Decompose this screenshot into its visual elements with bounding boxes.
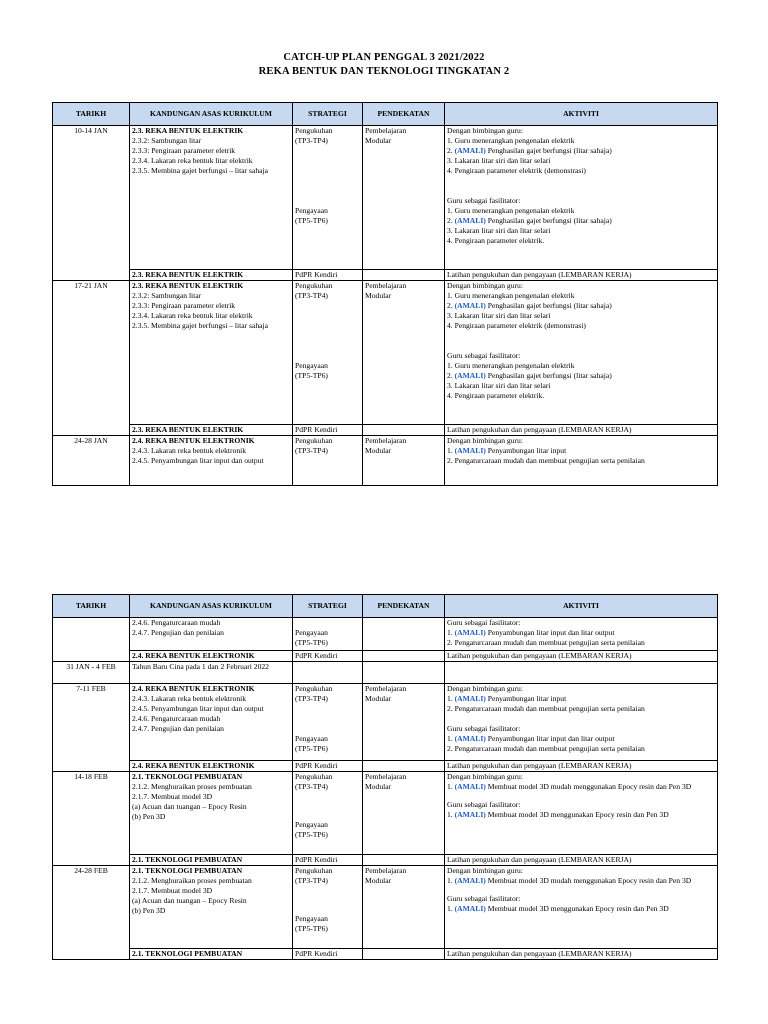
- date-cell: 14-18 FEB: [53, 772, 130, 866]
- header-strategi: STRATEGI: [293, 595, 363, 618]
- table-row: [53, 662, 718, 684]
- subtopic: 2.4.7. Pengujian dan penilaian: [132, 628, 224, 637]
- strategi-cell: [293, 662, 363, 684]
- kandungan-cell: [130, 436, 293, 486]
- activity-heading: Guru sebagai fasilitator:: [447, 618, 521, 627]
- topic-title: 2.1. TEKNOLOGI PEMBUATAN: [132, 772, 243, 781]
- aktiviti-cell: [445, 684, 718, 761]
- subtopic: 2.4.6. Pengaturcaraan mudah: [132, 714, 221, 723]
- pendekatan-cell: [363, 662, 445, 684]
- document-title: CATCH-UP PLAN PENGGAL 3 2021/2022: [283, 52, 485, 63]
- strategi-cell: PdPR Kendiri: [293, 855, 363, 866]
- strategy-label: Pengayaan: [295, 820, 328, 829]
- date-cell: 24-28 FEB: [53, 866, 130, 960]
- activity-item: 1. (AMALI) Penyambungan litar input: [447, 694, 567, 703]
- kandungan-cell: 2.3. REKA BENTUK ELEKTRIK: [130, 425, 293, 436]
- activity-item: 2. Pengaturcaraan mudah dan membuat pengujian serta penilaian: [447, 744, 645, 753]
- activity-heading: Dengan bimbingan guru:: [447, 126, 523, 135]
- kandungan-cell: [130, 772, 293, 855]
- strategi-cell: PdPR Kendiri: [293, 651, 363, 662]
- aktiviti-cell: [445, 281, 718, 425]
- activity-item: 1. (AMALI) Membuat model 3D menggunakan Epocy resin dan Pen 3D: [447, 904, 669, 913]
- aktiviti-cell: [445, 866, 718, 949]
- subtopic: 2.3.3: Pengiraan parameter eletrik: [132, 146, 236, 155]
- subtopic: 2.3.3: Pengiraan parameter eletrik: [132, 301, 236, 310]
- strategi-cell: [293, 684, 363, 761]
- activity-item: 2. (AMALI) Penghasilan gajet berfungsi (litar sahaja): [447, 146, 612, 155]
- approach-label: Modular: [365, 291, 392, 300]
- aktiviti-cell: Latihan pengukuhan dan pengayaan (LEMBARAN KERJA): [445, 761, 718, 772]
- strategy-label: Pengukuhan: [295, 281, 333, 290]
- kandungan-cell: 2.4. REKA BENTUK ELEKTRONIK: [130, 651, 293, 662]
- subtopic: 2.4.3. Lakaran reka bentuk elektronik: [132, 694, 247, 703]
- activity-item: 1. (AMALI) Membuat model 3D mudah menggunakan Epocy resin dan Pen 3D: [447, 782, 692, 791]
- subtopic: (b) Pen 3D: [132, 812, 166, 821]
- table-header-row: [53, 595, 718, 618]
- strategi-cell: [293, 126, 363, 270]
- date-cell: 7-11 FEB: [53, 684, 130, 772]
- kandungan-cell: [130, 866, 293, 949]
- header-tarikh: TARIKH: [53, 595, 130, 618]
- kandungan-cell: [130, 281, 293, 425]
- kandungan-cell: 2.3. REKA BENTUK ELEKTRIK: [130, 270, 293, 281]
- kandungan-cell: [130, 126, 293, 270]
- header-strategi: STRATEGI: [293, 103, 363, 126]
- table-row: [53, 949, 718, 960]
- activity-item: 1. (AMALI) Penyambungan litar input: [447, 446, 567, 455]
- aktiviti-cell: Latihan pengukuhan dan pengayaan (LEMBARAN KERJA): [445, 270, 718, 281]
- strategi-cell: [293, 436, 363, 486]
- table-header-row: [53, 103, 718, 126]
- kandungan-cell: 2.4. REKA BENTUK ELEKTRONIK: [130, 761, 293, 772]
- aktiviti-cell: Latihan pengukuhan dan pengayaan (LEMBARAN KERJA): [445, 855, 718, 866]
- approach-label: Modular: [365, 876, 392, 885]
- subtopic: 2.4.3. Lakaran reka bentuk elektronik: [132, 446, 247, 455]
- strategy-level: (TP3-TP4): [295, 291, 328, 300]
- strategy-level: (TP3-TP4): [295, 446, 328, 455]
- activity-item: 1. (AMALI) Membuat model 3D mudah menggunakan Epocy resin dan Pen 3D: [447, 876, 692, 885]
- subtopic: 2.3.5. Membina gajet berfungsi – litar sahaja: [132, 321, 269, 330]
- table-row: [53, 855, 718, 866]
- activity-item: 1. (AMALI) Penyambungan litar input dan litar output: [447, 734, 615, 743]
- pendekatan-cell: [363, 270, 445, 281]
- table-row: [53, 772, 718, 855]
- aktiviti-cell: [445, 618, 718, 651]
- topic-title: 2.4. REKA BENTUK ELEKTRONIK: [132, 684, 255, 693]
- strategy-level: (TP5-TP6): [295, 216, 328, 225]
- kandungan-cell: [130, 684, 293, 761]
- strategy-label: Pengukuhan: [295, 866, 333, 875]
- header-aktiviti: AKTIVITI: [445, 595, 718, 618]
- activity-heading: Guru sebagai fasilitator:: [447, 894, 521, 903]
- activity-item: 4. Pengiraan parameter elektrik.: [447, 391, 545, 400]
- approach-label: Pembelajaran: [365, 126, 407, 135]
- strategi-cell: PdPR Kendiri: [293, 761, 363, 772]
- header-pendekatan: PENDEKATAN: [363, 595, 445, 618]
- aktiviti-cell: [445, 436, 718, 486]
- activity-item: 1. Guru menerangkan pengenalan elektrik: [447, 206, 575, 215]
- activity-heading: Guru sebagai fasilitator:: [447, 351, 521, 360]
- subtopic: 2.4.5. Penyambungan litar input dan output: [132, 704, 264, 713]
- topic-title: 2.3. REKA BENTUK ELEKTRIK: [132, 281, 244, 290]
- strategy-label: Pengukuhan: [295, 684, 333, 693]
- strategi-cell: [293, 866, 363, 949]
- strategi-cell: [293, 618, 363, 651]
- date-cell: 17-21 JAN: [53, 281, 130, 436]
- topic-title: 2.4. REKA BENTUK ELEKTRONIK: [132, 436, 255, 445]
- aktiviti-cell: [445, 662, 718, 684]
- subtopic: (b) Pen 3D: [132, 906, 166, 915]
- header-kandungan: KANDUNGAN ASAS KURIKULUM: [130, 595, 293, 618]
- kandungan-cell: 2.1. TEKNOLOGI PEMBUATAN: [130, 949, 293, 960]
- activity-item: 2. Pengaturcaraan mudah dan membuat pengujian serta penilaian: [447, 456, 645, 465]
- header-tarikh: TARIKH: [53, 103, 130, 126]
- header-pendekatan: PENDEKATAN: [363, 103, 445, 126]
- subtopic: (a) Acuan dan tuangan – Epocy Resin: [132, 896, 247, 905]
- document-subtitle: REKA BENTUK DAN TEKNOLOGI TINGKATAN 2: [258, 66, 510, 77]
- strategy-level: (TP5-TP6): [295, 744, 328, 753]
- approach-label: Pembelajaran: [365, 281, 407, 290]
- strategy-label: Pengukuhan: [295, 126, 333, 135]
- aktiviti-cell: [445, 126, 718, 270]
- subtopic: 2.1.7. Membuat model 3D: [132, 792, 213, 801]
- approach-label: Pembelajaran: [365, 436, 407, 445]
- activity-item: 1. Guru menerangkan pengenalan elektrik: [447, 291, 575, 300]
- activity-item: 2. (AMALI) Penghasilan gajet berfungsi (litar sahaja): [447, 301, 612, 310]
- activity-heading: Dengan bimbingan guru:: [447, 281, 523, 290]
- strategy-label: Pengayaan: [295, 734, 328, 743]
- table-row: [53, 866, 718, 949]
- aktiviti-cell: [445, 772, 718, 855]
- pendekatan-cell: [363, 855, 445, 866]
- pendekatan-cell: [363, 281, 445, 425]
- strategi-cell: PdPR Kendiri: [293, 270, 363, 281]
- table-row: [53, 436, 718, 486]
- pendekatan-cell: [363, 772, 445, 855]
- plan-table-1: [52, 102, 718, 486]
- table-row: [53, 126, 718, 270]
- date-cell: 31 JAN - 4 FEB: [53, 662, 130, 684]
- date-cell: [53, 618, 130, 662]
- activity-heading: Dengan bimbingan guru:: [447, 684, 523, 693]
- table-row: [53, 651, 718, 662]
- kandungan-cell: [130, 618, 293, 651]
- table-row: [53, 281, 718, 425]
- strategy-label: Pengukuhan: [295, 772, 333, 781]
- activity-heading: Dengan bimbingan guru:: [447, 772, 523, 781]
- table-row: [53, 684, 718, 761]
- subtopic: 2.4.5. Penyambungan litar input dan output: [132, 456, 264, 465]
- strategy-level: (TP5-TP6): [295, 830, 328, 839]
- holiday-note: Tahun Baru Cina pada 1 dan 2 Februari 2022: [132, 662, 269, 671]
- table-row: [53, 270, 718, 281]
- activity-item: 3. Lakaran litar siri dan litar selari: [447, 311, 551, 320]
- approach-label: Modular: [365, 136, 392, 145]
- activity-item: 2. Pengaturcaraan mudah dan membuat pengujian serta penilaian: [447, 638, 645, 647]
- strategy-level: (TP5-TP6): [295, 924, 328, 933]
- table-row: [53, 761, 718, 772]
- activity-item: 2. Pengaturcaraan mudah dan membuat pengujian serta penilaian: [447, 704, 645, 713]
- date-cell: 10-14 JAN: [53, 126, 130, 281]
- strategy-level: (TP3-TP4): [295, 694, 328, 703]
- table-row: [53, 618, 718, 651]
- header-aktiviti: AKTIVITI: [445, 103, 718, 126]
- topic-title: 2.1. TEKNOLOGI PEMBUATAN: [132, 866, 243, 875]
- subtopic: 2.1.7. Membuat model 3D: [132, 886, 213, 895]
- activity-item: 4. Pengiraan parameter elektrik (demonstrasi): [447, 321, 586, 330]
- topic-title: 2.3. REKA BENTUK ELEKTRIK: [132, 126, 244, 135]
- kandungan-cell: [130, 662, 293, 684]
- subtopic: 2.3.5. Membina gajet berfungsi – litar sahaja: [132, 166, 269, 175]
- strategy-label: Pengukuhan: [295, 436, 333, 445]
- approach-label: Modular: [365, 446, 392, 455]
- pendekatan-cell: [363, 651, 445, 662]
- strategi-cell: PdPR Kendiri: [293, 949, 363, 960]
- activity-item: 1. (AMALI) Membuat model 3D menggunakan Epocy resin dan Pen 3D: [447, 810, 669, 819]
- activity-item: 3. Lakaran litar siri dan litar selari: [447, 156, 551, 165]
- approach-label: Modular: [365, 694, 392, 703]
- aktiviti-cell: Latihan pengukuhan dan pengayaan (LEMBARAN KERJA): [445, 651, 718, 662]
- approach-label: Pembelajaran: [365, 772, 407, 781]
- activity-item: 1. (AMALI) Penyambungan litar input dan litar output: [447, 628, 615, 637]
- activity-item: 3. Lakaran litar siri dan litar selari: [447, 226, 551, 235]
- activity-heading: Guru sebagai fasilitator:: [447, 196, 521, 205]
- strategi-cell: [293, 281, 363, 425]
- approach-label: Pembelajaran: [365, 866, 407, 875]
- aktiviti-cell: Latihan pengukuhan dan pengayaan (LEMBARAN KERJA): [445, 425, 718, 436]
- activity-heading: Dengan bimbingan guru:: [447, 866, 523, 875]
- strategy-level: (TP3-TP4): [295, 782, 328, 791]
- strategy-level: (TP5-TP6): [295, 638, 328, 647]
- subtopic: 2.3.2: Sambungan litar: [132, 136, 202, 145]
- pendekatan-cell: [363, 436, 445, 486]
- activity-item: 2. (AMALI) Penghasilan gajet berfungsi (litar sahaja): [447, 216, 612, 225]
- activity-heading: Dengan bimbingan guru:: [447, 436, 523, 445]
- approach-label: Modular: [365, 782, 392, 791]
- header-kandungan: KANDUNGAN ASAS KURIKULUM: [130, 103, 293, 126]
- pendekatan-cell: [363, 425, 445, 436]
- activity-item: 4. Pengiraan parameter elektrik (demonstrasi): [447, 166, 586, 175]
- strategy-level: (TP5-TP6): [295, 371, 328, 380]
- activity-heading: Guru sebagai fasilitator:: [447, 724, 521, 733]
- subtopic: 2.1.2. Menghuraikan proses pembuatan: [132, 876, 252, 885]
- subtopic: 2.1.2. Menghuraikan proses pembuatan: [132, 782, 252, 791]
- subtopic: 2.3.2: Sambungan litar: [132, 291, 202, 300]
- pendekatan-cell: [363, 761, 445, 772]
- strategy-label: Pengayaan: [295, 914, 328, 923]
- pendekatan-cell: [363, 126, 445, 270]
- activity-item: 3. Lakaran litar siri dan litar selari: [447, 381, 551, 390]
- plan-table-2: [52, 594, 718, 960]
- strategi-cell: [293, 772, 363, 855]
- activity-item: 1. Guru menerangkan pengenalan elektrik: [447, 361, 575, 370]
- strategy-level: (TP3-TP4): [295, 876, 328, 885]
- activity-heading: Guru sebagai fasilitator:: [447, 800, 521, 809]
- activity-item: 2. (AMALI) Penghasilan gajet berfungsi (litar sahaja): [447, 371, 612, 380]
- strategy-label: Pengayaan: [295, 206, 328, 215]
- strategy-level: (TP3-TP4): [295, 136, 328, 145]
- subtopic: 2.3.4. Lakaran reka bentuk litar elektrik: [132, 156, 253, 165]
- strategy-label: Pengayaan: [295, 361, 328, 370]
- approach-label: Pembelajaran: [365, 684, 407, 693]
- strategy-label: Pengayaan: [295, 628, 328, 637]
- activity-item: 4. Pengiraan parameter elektrik.: [447, 236, 545, 245]
- pendekatan-cell: [363, 866, 445, 949]
- date-cell: 24-28 JAN: [53, 436, 130, 486]
- pendekatan-cell: [363, 618, 445, 651]
- aktiviti-cell: Latihan pengukuhan dan pengayaan (LEMBARAN KERJA): [445, 949, 718, 960]
- table-row: [53, 425, 718, 436]
- subtopic: 2.3.4. Lakaran reka bentuk litar elektrik: [132, 311, 253, 320]
- subtopic: (a) Acuan dan tuangan – Epocy Resin: [132, 802, 247, 811]
- activity-item: 1. Guru menerangkan pengenalan elektrik: [447, 136, 575, 145]
- pendekatan-cell: [363, 684, 445, 761]
- subtopic: 2.4.6. Pengaturcaraan mudah: [132, 618, 221, 627]
- subtopic: 2.4.7. Pengujian dan penilaian: [132, 724, 224, 733]
- pendekatan-cell: [363, 949, 445, 960]
- strategi-cell: PdPR Kendiri: [293, 425, 363, 436]
- kandungan-cell: 2.1. TEKNOLOGI PEMBUATAN: [130, 855, 293, 866]
